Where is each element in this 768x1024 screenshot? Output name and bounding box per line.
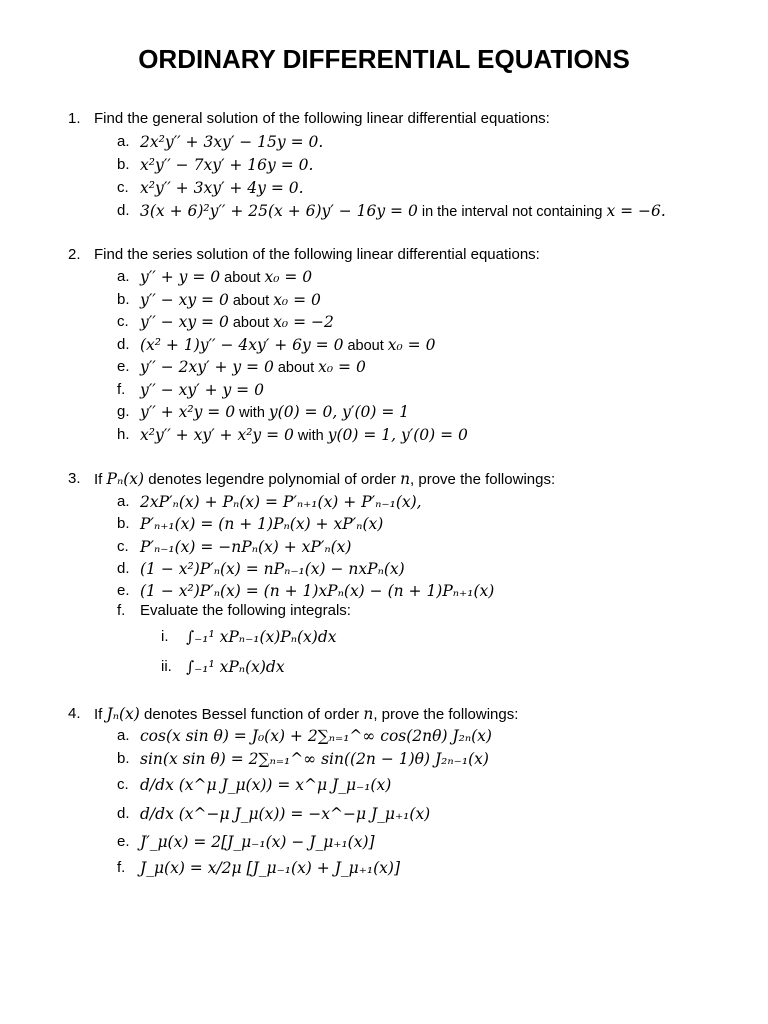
item-label: b. bbox=[117, 750, 130, 767]
equation: y′′ + x²y = 0 bbox=[140, 403, 236, 421]
item-label: b. bbox=[117, 291, 130, 308]
question-text bbox=[94, 468, 555, 491]
item-content bbox=[140, 334, 435, 357]
equation: P′ₙ₊₁(x) = (n + 1)Pₙ(x) + xP′ₙ(x) bbox=[140, 515, 384, 533]
item-label: e. bbox=[117, 582, 130, 599]
question-text-part: If bbox=[94, 471, 107, 488]
item-text: Evaluate the following integrals: bbox=[140, 602, 351, 619]
item-label: d. bbox=[117, 560, 130, 577]
integral: ∫₋₁¹ xPₙ₋₁(x)Pₙ(x)dx bbox=[186, 628, 337, 646]
item-label: d. bbox=[117, 202, 130, 219]
item-text: in the interval not containing bbox=[417, 204, 607, 220]
item-label: h. bbox=[117, 426, 130, 443]
item-text: about bbox=[343, 338, 388, 354]
item-text: with bbox=[235, 405, 269, 421]
item-label: c. bbox=[117, 776, 129, 793]
equation-condition: x₀ = −2 bbox=[273, 313, 334, 331]
sub-item-label: i. bbox=[161, 628, 169, 645]
equation: (1 − x²)P′ₙ(x) = (n + 1)xPₙ(x) − (n + 1)Pₙ₊₁(x) bbox=[140, 582, 495, 600]
equation: d/dx (x^−μ J_μ(x)) = −x^−μ J_μ₊₁(x) bbox=[140, 805, 431, 823]
item-label: a. bbox=[117, 493, 130, 510]
equation: cos(x sin θ) = J₀(x) + 2∑ₙ₌₁^∞ cos(2nθ) J₂ₙ(x) bbox=[140, 727, 492, 745]
equation: x²y′′ − 7xy′ + 16y = 0. bbox=[140, 156, 314, 174]
question-text-part: denotes legendre polynomial of order bbox=[144, 471, 401, 488]
equation: 2x²y′′ + 3xy′ − 15y = 0. bbox=[140, 133, 324, 151]
item-text: about bbox=[228, 293, 274, 309]
question-text bbox=[94, 703, 518, 726]
integral: ∫₋₁¹ xPₙ(x)dx bbox=[186, 658, 285, 676]
item-text: about bbox=[228, 315, 274, 331]
equation: y′′ + y = 0 bbox=[140, 268, 221, 286]
item-label: a. bbox=[117, 133, 130, 150]
equation: y′′ − xy = 0 bbox=[140, 291, 229, 309]
equation: sin(x sin θ) = 2∑ₙ₌₁^∞ sin((2n − 1)θ) J₂ₙ₋₁(x) bbox=[140, 750, 489, 768]
equation-condition: y(0) = 1, y′(0) = 0 bbox=[327, 426, 468, 444]
item-label: g. bbox=[117, 403, 130, 420]
equation-condition: x₀ = 0 bbox=[318, 358, 366, 376]
question-text-part: denotes Bessel function of order bbox=[139, 706, 364, 723]
equation: y′′ − xy′ + y = 0 bbox=[140, 381, 264, 399]
item-text: about bbox=[220, 270, 265, 286]
item-label: f. bbox=[117, 381, 126, 398]
page-title: ORDINARY DIFFERENTIAL EQUATIONS bbox=[138, 44, 630, 74]
item-label: a. bbox=[117, 268, 130, 285]
equation: Pₙ(x) bbox=[106, 470, 145, 488]
item-label: d. bbox=[117, 336, 130, 353]
equation: d/dx (x^μ J_μ(x)) = x^μ J_μ₋₁(x) bbox=[140, 776, 392, 794]
equation: y′′ − 2xy′ + y = 0 bbox=[140, 358, 274, 376]
item-content bbox=[140, 424, 468, 447]
item-content bbox=[140, 356, 366, 379]
equation: (1 − x²)P′ₙ(x) = nPₙ₋₁(x) − nxPₙ(x) bbox=[140, 560, 405, 578]
question-number: 4. bbox=[68, 705, 81, 722]
equation: x²y′′ + xy′ + x²y = 0 bbox=[140, 426, 294, 444]
item-label: b. bbox=[117, 515, 130, 532]
item-text: with bbox=[293, 428, 328, 444]
item-content bbox=[140, 289, 321, 312]
item-label: f. bbox=[117, 859, 126, 876]
equation-condition: x₀ = 0 bbox=[273, 291, 321, 309]
question-text: Find the general solution of the following linear differential equations: bbox=[94, 110, 550, 127]
sub-item-label: ii. bbox=[161, 658, 172, 675]
equation: x²y′′ + 3xy′ + 4y = 0. bbox=[140, 179, 304, 197]
variable: n bbox=[400, 470, 411, 488]
item-label: b. bbox=[117, 156, 130, 173]
question-text: Find the series solution of the following linear differential equations: bbox=[94, 246, 540, 263]
item-content bbox=[140, 200, 666, 223]
item-label: c. bbox=[117, 538, 129, 555]
item-label: e. bbox=[117, 358, 130, 375]
question-text-part: If bbox=[94, 706, 107, 723]
equation: 2xP′ₙ(x) + Pₙ(x) = P′ₙ₊₁(x) + P′ₙ₋₁(x), bbox=[140, 493, 422, 511]
item-label: d. bbox=[117, 805, 130, 822]
item-label: a. bbox=[117, 727, 130, 744]
item-content bbox=[140, 401, 409, 424]
equation: y′′ − xy = 0 bbox=[140, 313, 229, 331]
equation: J′_μ(x) = 2[J_μ₋₁(x) − J_μ₊₁(x)] bbox=[140, 833, 375, 851]
question-number: 3. bbox=[68, 470, 81, 487]
item-content bbox=[140, 266, 312, 289]
variable: n bbox=[363, 705, 374, 723]
item-content bbox=[140, 311, 334, 334]
equation: J_μ(x) = x/2μ [J_μ₋₁(x) + J_μ₊₁(x)] bbox=[140, 859, 401, 877]
equation: Jₙ(x) bbox=[106, 705, 140, 723]
equation: 3(x + 6)²y′′ + 25(x + 6)y′ − 16y = 0 bbox=[140, 202, 418, 220]
question-number: 1. bbox=[68, 110, 81, 127]
item-label: e. bbox=[117, 833, 130, 850]
equation: P′ₙ₋₁(x) = −nPₙ(x) + xP′ₙ(x) bbox=[140, 538, 352, 556]
item-text: about bbox=[273, 360, 319, 376]
item-label: c. bbox=[117, 179, 129, 196]
equation-condition: x₀ = 0 bbox=[264, 268, 313, 286]
item-label: f. bbox=[117, 602, 126, 619]
item-label: c. bbox=[117, 313, 129, 330]
question-text-part: , prove the followings: bbox=[410, 471, 556, 488]
equation-condition: x = −6. bbox=[606, 202, 666, 220]
equation-condition: y(0) = 0, y′(0) = 1 bbox=[268, 403, 410, 421]
equation-condition: x₀ = 0 bbox=[387, 336, 436, 354]
question-number: 2. bbox=[68, 246, 81, 263]
equation: (x² + 1)y′′ − 4xy′ + 6y = 0 bbox=[140, 336, 344, 354]
question-text-part: , prove the followings: bbox=[373, 706, 519, 723]
